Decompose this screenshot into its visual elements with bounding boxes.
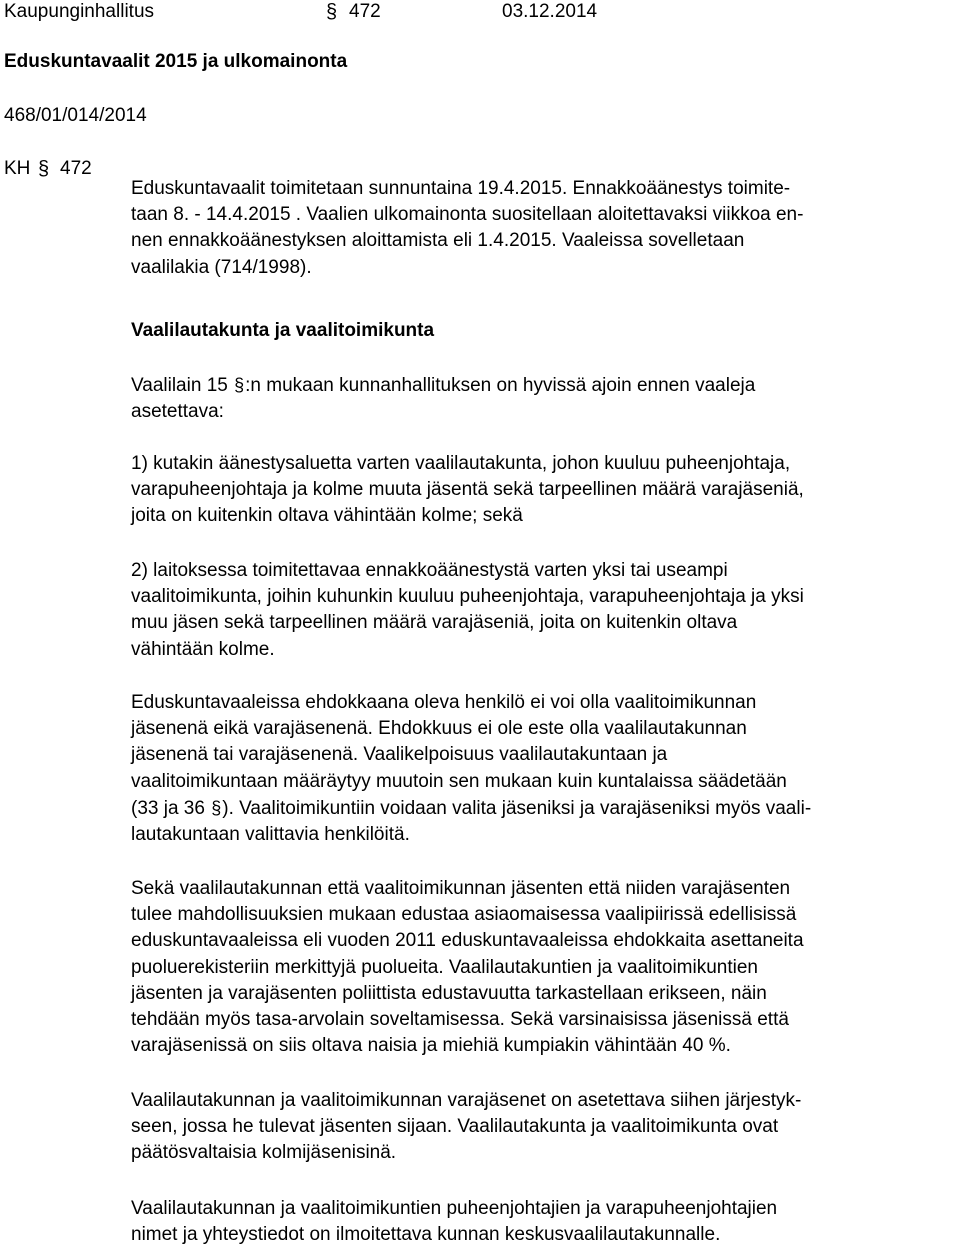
text-line: vaalitoimikunta, joihin kuhunkin kuuluu puheenjohtaja, varapuheenjohtaja ja yksi — [131, 586, 804, 608]
text-fragment: (33 ja 36 — [131, 797, 205, 819]
text-line: jäsenenä eikä varajäsenenä. Ehdokkuus ei ole este olla vaalilautakunnan — [131, 718, 747, 740]
text-line: varajäsenissä on siis oltava naisia ja miehiä kumpiakin vähintään 40 %. — [131, 1035, 731, 1057]
text-line: tehdään myös tasa-arvolain soveltamisessa. Sekä varsinaisissa jäsenissä että — [131, 1009, 789, 1031]
section-mark: § — [211, 797, 222, 818]
paragraph-varajasenet — [131, 1088, 957, 1167]
paragraph-yhteystiedot — [131, 1196, 957, 1248]
text-line: lautakuntaan valittavia henkilöitä. — [131, 824, 410, 846]
text-line: tulee mahdollisuuksien mukaan edustaa asiaomaisessa vaalipiirissä edellisissä — [131, 904, 797, 926]
text-line: Vaalilautakunnan ja vaalitoimikunnan varajäsenet on asetettava siihen järjestyk- — [131, 1090, 802, 1111]
diary-number: 468/01/014/2014 — [4, 105, 147, 126]
text-line: seen, jossa he tulevat jäsenten sijaan. Vaalilautakunta ja vaalitoimikunta ovat — [131, 1116, 779, 1138]
text-fragment: Vaalilain 15 — [131, 375, 228, 396]
text-line: nimet ja yhteystiedot on ilmoitettava kunnan keskusvaalilautakunnalle. — [131, 1224, 721, 1246]
text-line: jäsenten ja varajäsenten poliittista edustavuutta tarkastellaan erikseen, näin — [131, 982, 767, 1004]
intro-paragraph — [131, 176, 957, 281]
text-line: muu jäsen sekä tarpeellinen määrä varajäseniä, joita on kuitenkin oltava — [131, 612, 738, 634]
list-item-2 — [131, 558, 957, 663]
paragraph-edustavuus — [131, 876, 957, 1059]
text-line: Sekä vaalilautakunnan että vaalitoimikunnan jäsenten että niiden varajäsenten — [131, 878, 791, 899]
text-line: asetettava: — [131, 401, 224, 423]
text-line — [131, 372, 957, 399]
header-section-number: 472 — [349, 1, 381, 22]
section-mark: § — [326, 1, 338, 23]
text-line: eduskuntavaaleissa eli vuoden 2011 eduskuntavaaleissa ehdokkaita asettaneita — [131, 930, 804, 952]
text-line: Vaalilautakunnan ja vaalitoimikuntien puheenjohtajien ja varapuheenjohtajien — [131, 1198, 778, 1219]
header-org: Kaupunginhallitus — [4, 1, 155, 22]
text-line: jäsenenä tai varajäsenenä. Vaalikelpoisuus vaalilautakuntaan ja — [131, 744, 668, 766]
text-line: vaalitoimikuntaan määräytyy muutoin sen mukaan kuin kuntalaissa säädetään — [131, 770, 787, 792]
kh-section-mark: § — [38, 158, 50, 180]
text-line: varapuheenjohtaja ja kolme muuta jäsentä sekä tarpeellinen määrä varajäseniä, — [131, 479, 804, 501]
text-fragment: ). Vaalitoimikuntiin voidaan valita jäseniksi ja varajäseniksi myös vaali- — [222, 797, 812, 819]
text-line: vähintään kolme. — [131, 638, 275, 660]
kh-label: KH — [4, 158, 31, 179]
list-item-1 — [131, 451, 957, 530]
text-line: taan 8. - 14.4.2015 . Vaalien ulkomainonta suositellaan aloitettavaksi viikkoa en- — [131, 204, 804, 226]
section-subheading: Vaalilautakunta ja vaalitoimikunta — [131, 320, 435, 341]
text-line: Eduskuntavaaleissa ehdokkaana oleva henkilö ei voi olla vaalitoimikunnan — [131, 692, 757, 713]
paragraph-vaalilaki — [131, 372, 957, 425]
paragraph-ehdokkuus — [131, 690, 957, 848]
text-line: puoluerekisteriin merkittyjä puolueita. Vaalilautakuntien ja vaalitoimikuntien — [131, 956, 758, 978]
text-line: päätösvaltaisia kolmijäsenisinä. — [131, 1142, 397, 1164]
text-line: vaalilakia (714/1998). — [131, 256, 312, 278]
text-line: joita on kuitenkin oltava vähintään kolme; sekä — [131, 505, 523, 527]
section-mark: § — [234, 375, 245, 395]
text-line: 1) kutakin äänestysaluetta varten vaalilautakunta, johon kuuluu puheenjohtaja, — [131, 453, 791, 474]
text-line: nen ennakkoäänestyksen aloittamista eli 1.4.2015. Vaaleissa sovelletaan — [131, 230, 745, 252]
text-fragment: :n mukaan kunnanhallituksen on hyvissä ajoin ennen vaaleja — [245, 375, 756, 396]
text-line: 2) laitoksessa toimitettavaa ennakkoäänestystä varten yksi tai useampi — [131, 560, 728, 581]
text-line: Eduskuntavaalit toimitetaan sunnuntaina 19.4.2015. Ennakkoäänestys toimite- — [131, 178, 791, 199]
text-line — [131, 795, 957, 822]
document-title: Eduskuntavaalit 2015 ja ulkomainonta — [4, 51, 348, 72]
kh-number: 472 — [60, 158, 92, 179]
header-date: 03.12.2014 — [502, 1, 598, 22]
